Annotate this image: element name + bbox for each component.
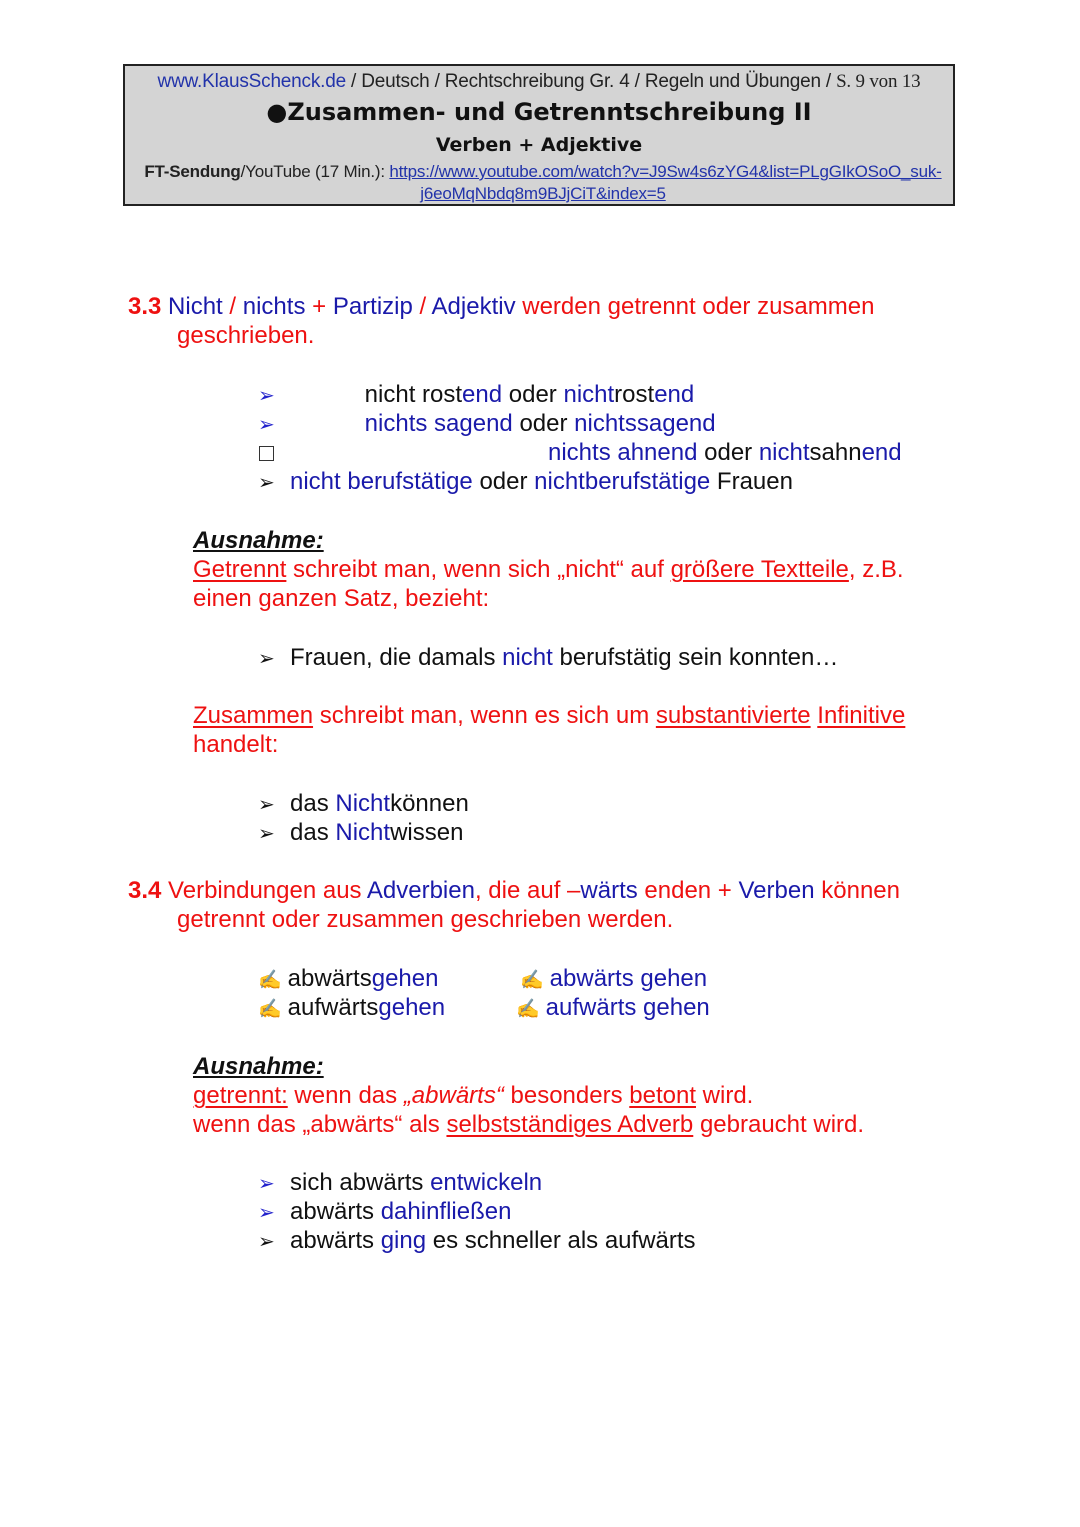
aus-part: wenn das xyxy=(287,1082,404,1109)
zus-part: substantivierte xyxy=(655,702,811,729)
ausnahme-text-line2: einen ganzen Satz, bezieht: xyxy=(193,585,490,612)
example-nichtwissen xyxy=(258,818,463,849)
example-nichts-ahnend xyxy=(548,438,902,467)
slash: / xyxy=(222,293,243,320)
pen-icon: ✍ xyxy=(520,970,544,991)
ex-part: nicht rost xyxy=(364,381,463,408)
ex-part: nicht berufstätige xyxy=(290,468,473,495)
arrow-bullet-icon: ➢ xyxy=(258,472,275,494)
header-box xyxy=(123,64,955,206)
example-abwaerts-gehen xyxy=(520,964,707,995)
ex-part: rost xyxy=(614,381,655,408)
ex-part: gehen xyxy=(378,994,446,1021)
arrow-bullet-icon: ➢ xyxy=(258,385,275,407)
ausnahme2-line1 xyxy=(193,1081,753,1110)
ex-part: oder xyxy=(472,468,535,495)
site-link[interactable]: www.KlausSchenck.de xyxy=(157,71,346,92)
ex-part: nicht xyxy=(502,644,553,671)
breadcrumb-text: / Deutsch / Rechtschreibung Gr. 4 / Regeln und Übungen / xyxy=(345,71,837,92)
example-berufstaetige xyxy=(258,467,793,498)
section-3-3-heading xyxy=(128,292,874,321)
pen-icon: ✍ xyxy=(516,999,540,1020)
aus-part: gebraucht wird. xyxy=(693,1111,865,1138)
arrow-bullet-icon: ➢ xyxy=(258,1173,275,1195)
arrow-bullet-icon: ➢ xyxy=(258,1202,275,1224)
heading-rest: werden getrennt oder zusammen xyxy=(515,293,875,320)
heading-part: , die auf – xyxy=(474,877,581,904)
example-sich-abwaerts-entwickeln xyxy=(258,1168,542,1199)
aus-part: besonders xyxy=(503,1082,630,1109)
ausnahme-label: Ausnahme: xyxy=(193,527,324,554)
ex-part: end xyxy=(861,439,902,466)
section-number: 3.3 xyxy=(128,293,162,320)
zusammen-text-line2: handelt: xyxy=(193,731,279,758)
ex-part: end xyxy=(657,439,698,466)
section-number: 3.4 xyxy=(128,877,162,904)
zus-part: Infinitive xyxy=(817,702,906,729)
slash: / xyxy=(412,293,432,320)
aus-part: wenn das „abwärts“ als xyxy=(193,1111,447,1138)
example-frauen-damals xyxy=(258,643,838,674)
aus-part: getrennt: xyxy=(193,1082,288,1109)
ex-part: sahn xyxy=(809,439,862,466)
word-partizip: Partizip xyxy=(332,293,413,320)
aus-part: wird. xyxy=(696,1082,754,1109)
ex-part: nicht xyxy=(563,381,615,408)
ausnahme-part: , z.B. xyxy=(848,556,904,583)
ft-label: FT-Sendung xyxy=(144,162,241,181)
example-nichts-sagend xyxy=(258,409,716,440)
ex-part: abwärts xyxy=(290,1198,381,1225)
ex-part: das xyxy=(290,790,336,817)
ex-part: können xyxy=(390,790,469,817)
zus-part: Zusammen xyxy=(193,702,314,729)
ft-sendung-line xyxy=(143,161,943,205)
pen-icon: ✍ xyxy=(258,970,282,991)
ex-part: entwickeln xyxy=(430,1169,543,1196)
ausnahme-part: größere Textteile xyxy=(670,556,849,583)
section-3-4-heading xyxy=(128,876,900,905)
ex-part: end xyxy=(654,381,695,408)
ex-part: abwärts xyxy=(290,1227,381,1254)
ausnahme-part: Getrennt xyxy=(193,556,287,583)
ex-part: end xyxy=(675,410,716,437)
ex-part: end xyxy=(472,410,513,437)
example-aufwaertsgehen xyxy=(258,993,445,1024)
heading-part: Adverbien xyxy=(366,877,475,904)
zusammen-text-line1 xyxy=(193,701,905,730)
ex-part: nicht xyxy=(758,439,810,466)
arrow-bullet-icon: ➢ xyxy=(258,648,275,670)
example-abwaertsgehen xyxy=(258,964,438,995)
aus-part: selbstständiges Adverb xyxy=(446,1111,694,1138)
ex-part: aufwärts xyxy=(545,994,637,1021)
heading-part: enden + xyxy=(637,877,739,904)
page-info: S. 9 von 13 xyxy=(836,71,921,92)
ex-part: abwärts xyxy=(549,965,634,992)
heading-part: wärts xyxy=(580,877,638,904)
ex-part: nicht xyxy=(574,410,625,437)
example-aufwaerts-gehen xyxy=(516,993,710,1024)
ausnahme-label: Ausnahme: xyxy=(193,1053,324,1080)
example-abwaerts-dahinfliessen xyxy=(258,1197,511,1228)
section-3-4-heading-line2: getrennt oder zusammen geschrieben werden. xyxy=(177,906,674,933)
ex-part: nichts ahn xyxy=(548,439,658,466)
example-nichtkoennen xyxy=(258,789,469,820)
ex-part: ssag xyxy=(624,410,676,437)
arrow-bullet-icon: ➢ xyxy=(258,1231,275,1253)
ex-part: ging xyxy=(380,1227,427,1254)
aus-part: „abwärts“ xyxy=(403,1082,504,1109)
checkbox-square-icon xyxy=(259,446,274,461)
aus-part: betont xyxy=(629,1082,696,1109)
example-abwaerts-ging xyxy=(258,1226,696,1257)
ex-part: end xyxy=(462,381,503,408)
ex-part: aufwärts xyxy=(287,994,379,1021)
youtube-link-part1[interactable]: https://www.youtube.com/watch?v=J9Sw4s6zYG4&list=PLgGIkOSoO_suk- xyxy=(389,162,942,181)
ex-part: oder xyxy=(502,381,564,408)
pen-icon: ✍ xyxy=(258,999,282,1020)
ex-part: gehen xyxy=(633,965,708,992)
ausnahme-text-line1 xyxy=(193,555,904,584)
ex-part: Nicht xyxy=(335,819,391,846)
word-nichts: nichts xyxy=(242,293,306,320)
ausnahme-heading-2 xyxy=(193,1052,324,1081)
ex-part: sich abwärts xyxy=(290,1169,431,1196)
ft-rest: /YouTube (17 Min.): xyxy=(240,162,390,181)
heading-part: Verben xyxy=(738,877,815,904)
zus-part: schreibt man, wenn es sich um xyxy=(313,702,656,729)
heading-part: Verbindungen aus xyxy=(161,877,367,904)
ex-part: oder xyxy=(697,439,759,466)
page-subtitle: Verben + Adjektive xyxy=(435,134,643,156)
section-3-3-heading-line2: geschrieben. xyxy=(177,322,315,349)
arrow-bullet-icon: ➢ xyxy=(258,414,275,436)
ex-part: gehen xyxy=(371,965,439,992)
arrow-bullet-icon: ➢ xyxy=(258,823,275,845)
header-breadcrumb xyxy=(125,71,953,93)
ex-part: Frauen, die damals xyxy=(290,644,503,671)
heading-part: können xyxy=(814,877,900,904)
ex-part: dahinfließen xyxy=(380,1198,512,1225)
ausnahme-heading xyxy=(193,526,324,555)
ausnahme-part: schreibt man, wenn sich „nicht“ auf xyxy=(286,556,671,583)
ex-part: oder xyxy=(512,410,575,437)
ex-part: Nicht xyxy=(335,790,391,817)
example-nicht-rostend xyxy=(258,380,694,411)
word-adjektiv: Adjektiv xyxy=(431,293,516,320)
ausnahme2-line2 xyxy=(193,1110,864,1139)
plus: + xyxy=(305,293,333,320)
ex-part: wissen xyxy=(390,819,464,846)
ex-part: das xyxy=(290,819,336,846)
ex-part: abwärts xyxy=(287,965,372,992)
ex-part: nichts sag xyxy=(364,410,473,437)
ex-part: Frauen xyxy=(710,468,793,495)
word-nicht: Nicht xyxy=(161,293,223,320)
arrow-bullet-icon: ➢ xyxy=(258,794,275,816)
youtube-link-part2[interactable]: j6eoMqNbdq8m9BJjCiT&index=5 xyxy=(420,184,666,203)
ex-part: berufstätig sein konnten… xyxy=(552,644,839,671)
ex-part: es schneller als aufwärts xyxy=(426,1227,696,1254)
ex-part: nichtberufstätige xyxy=(534,468,711,495)
ex-part: gehen xyxy=(636,994,710,1021)
page-title: ●Zusammen- und Getrenntschreibung II xyxy=(266,98,812,126)
